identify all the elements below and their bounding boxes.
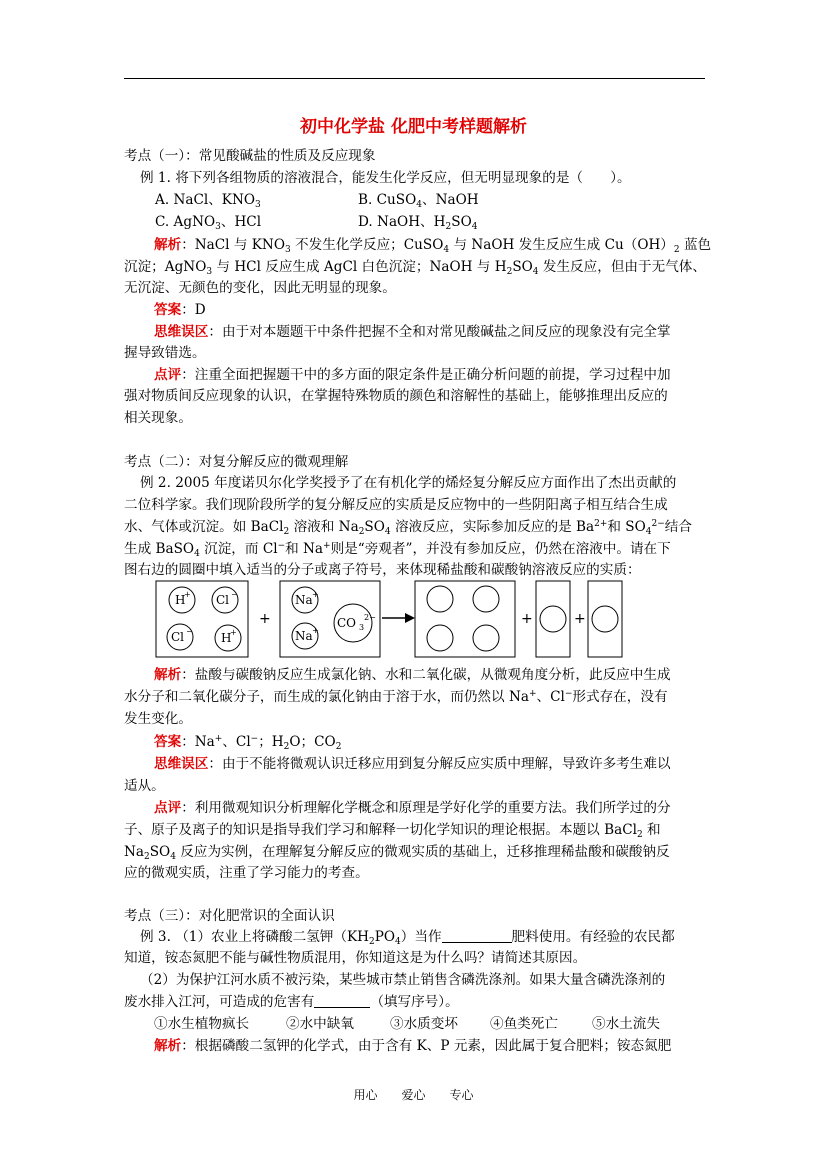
na-ion-label-1: Na	[295, 593, 313, 607]
cl-ion-label-1: Cl	[216, 593, 230, 607]
blank-circle-3	[427, 625, 453, 651]
section-3-heading: 考点（三）：对化肥常识的全面认识	[124, 908, 335, 924]
blank-circle-4	[473, 625, 499, 651]
plus-sign-1: +	[259, 611, 271, 627]
example-3-text-3: （2）为保护江河水质不被污染，某些城市禁止销售含磷洗涤剂。如果大量含磷洗涤剂的	[140, 972, 666, 988]
example-1-analysis-2: 沉淀；AgNO$_3$ 与 HCl 反应生成 AgCl 白色沉淀；NaOH 与 $H_2SO_4$ 发生反应，但由于无气体、	[124, 259, 706, 277]
svg-text:−: −	[186, 627, 193, 636]
svg-text:3: 3	[359, 623, 365, 632]
example-1-analysis: 解析：NaCl 与 $KNO_3$ 不发生化学反应；CuSO$_4$ 与 NaOH 发生反应生成 $Cu(OH)_2$ 蓝色	[154, 237, 712, 255]
example-2-text-2: 二位科学家。我们现阶段所学的复分解反应的实质是反应物中的一些阴阳离子相互结合生成	[124, 497, 668, 513]
chloride-ion-box	[588, 581, 622, 657]
blank-circle-2	[473, 586, 499, 612]
page-title: 初中化学盐 化肥中考样题解析	[300, 117, 527, 137]
svg-text:+: +	[312, 626, 319, 635]
example-2-text-1: 例 2. 2005 年度诺贝尔化学奖授予了在有机化学的烯烃复分解反应方面作出了杰出贡献的	[140, 475, 677, 491]
option-3: ③水质变坏	[390, 1016, 458, 1032]
option-2: ②水中缺氧	[286, 1016, 354, 1032]
example-2-answer: 答案：Na+、Cl−；$H_2O$；$CO_2$	[154, 734, 342, 752]
example-1-options-cd: C. AgNO$_3$、HCl D. NaOH、$H_2SO_4$	[155, 214, 478, 232]
svg-text:−: −	[231, 590, 238, 599]
example-1-comment: 点评：注重全面把握题干中的多方面的限定条件是正确分析问题的前提，学习过程中加	[154, 367, 671, 383]
example-3-analysis: 解析：根据磷酸二氢钾的化学式，由于含有 K、P 元素，因此属于复合肥料；铵态氮肥	[154, 1038, 672, 1054]
cl-ion-label-2: Cl	[171, 630, 185, 644]
example-2-analysis: 解析：盐酸与碳酸钠反应生成氯化钠、水和二氧化碳，从微观角度分析，此反应中生成	[154, 667, 671, 683]
hazard-answer-blank[interactable]	[314, 993, 370, 1008]
svg-text:2−: 2−	[364, 613, 376, 622]
example-2-analysis-2: 水分子和二氧化碳分子，而生成的氯化钠由于溶于水，而仍然以 Na+、Cl−形式存在，没有	[124, 689, 668, 705]
reaction-arrow-head	[405, 613, 415, 623]
option-5: ⑤水土流失	[592, 1016, 660, 1032]
example-1-analysis-3: 无沉淀、无颜色的变化，因此无明显的现象。	[124, 280, 396, 296]
carbonate-ion-label: CO	[337, 616, 357, 630]
example-1-error-2: 握导致错选。	[124, 345, 206, 361]
example-1-comment-2: 强对物质间反应现象的认识，在掌握特殊物质的颜色和溶解性的基础上，能够推理出反应的	[124, 388, 668, 404]
header-rule	[124, 78, 705, 79]
example-2-error-2: 适从。	[124, 778, 165, 794]
option-4: ④鱼类死亡	[490, 1016, 558, 1032]
plus-sign-3: +	[574, 611, 586, 627]
svg-text:+: +	[184, 590, 191, 599]
option-1: ①水生植物疯长	[154, 1016, 250, 1032]
h-ion-label-1: H	[175, 593, 186, 607]
example-1-comment-3: 相关现象。	[124, 410, 192, 426]
example-1-answer: 答案：D	[154, 302, 206, 318]
blank-circle-6	[592, 606, 618, 632]
example-3-text-1: 例 3. （1）农业上将磷酸二氢钾$(KH_2PO_4)$当作 肥料使用。有经验的农民都	[140, 929, 675, 947]
sodium-ion-box	[536, 581, 570, 657]
example-3-text-4: 废水排入江河，可造成的危害有 （填写序号）。	[124, 994, 459, 1010]
example-2-analysis-3: 发生变化。	[124, 711, 192, 727]
svg-text:+: +	[312, 590, 319, 599]
example-2-text-5: 图右边的圆圈中填入适当的分子或离子符号，来体现稀盐酸和碳酸钠溶液反应的实质：	[124, 562, 641, 578]
ion-reaction-diagram	[150, 578, 630, 660]
fertilizer-type-blank[interactable]	[442, 928, 512, 943]
h-ion-label-2: H	[221, 631, 232, 645]
example-2-error: 思维误区：由于不能将微观认识迁移应用到复分解反应实质中理解，导致许多考生难以	[154, 756, 671, 772]
example-2-text-4: 生成 BaSO$_4$ 沉淀，而 Cl−和 Na+则是“旁观者”，并没有参加反应，仍然在溶液中。请在下	[124, 541, 671, 559]
example-1-question: 例 1. 将下列各组物质的溶液混合，能发生化学反应，但无明显现象的是（ ）。	[140, 170, 631, 186]
example-2-comment-3: $Na_2SO_4$ 反应为实例，在理解复分解反应的微观实质的基础上，迁移推理稀盐酸和碳酸钠反	[124, 844, 670, 862]
blank-circle-5	[540, 606, 566, 632]
example-2-comment-2: 子、原子及离子的知识是指导我们学习和解释一切化学知识的理论根据。本题以 BaCl$_2$ 和	[124, 822, 661, 840]
example-1-error: 思维误区：由于对本题题干中条件把握不全和对常见酸碱盐之间反应的现象没有完全掌	[154, 324, 671, 340]
example-2-text-3: 水、气体或沉淀。如 BaCl$_2$ 溶液和 $Na_2SO_4$ 溶液反应，实际参加反应的是 $Ba^{2+}$和 $SO_4^{2-}$结合	[124, 519, 692, 537]
example-1-options-ab: A. NaCl、$KNO_3$ B. CuSO$_4$、NaOH	[155, 192, 479, 210]
blank-circle-1	[427, 586, 453, 612]
svg-text:+: +	[230, 628, 237, 637]
section-2-heading: 考点（二）：对复分解反应的微观理解	[124, 454, 349, 470]
plus-sign-2: +	[521, 611, 533, 627]
page-footer: 用心 爱心 专心	[353, 1088, 474, 1102]
example-2-comment: 点评：利用微观知识分析理解化学概念和原理是学好化学的重要方法。我们所学过的分	[154, 800, 671, 816]
section-1-heading: 考点（一）：常见酸碱盐的性质及反应现象	[124, 148, 376, 164]
example-3-text-2: 知道，铵态氮肥不能与碱性物质混用，你知道这是为什么吗？请简述其原因。	[124, 950, 587, 966]
example-2-comment-4: 应的微观实质，注重了学习能力的考查。	[124, 865, 369, 881]
na-ion-label-2: Na	[295, 629, 313, 643]
